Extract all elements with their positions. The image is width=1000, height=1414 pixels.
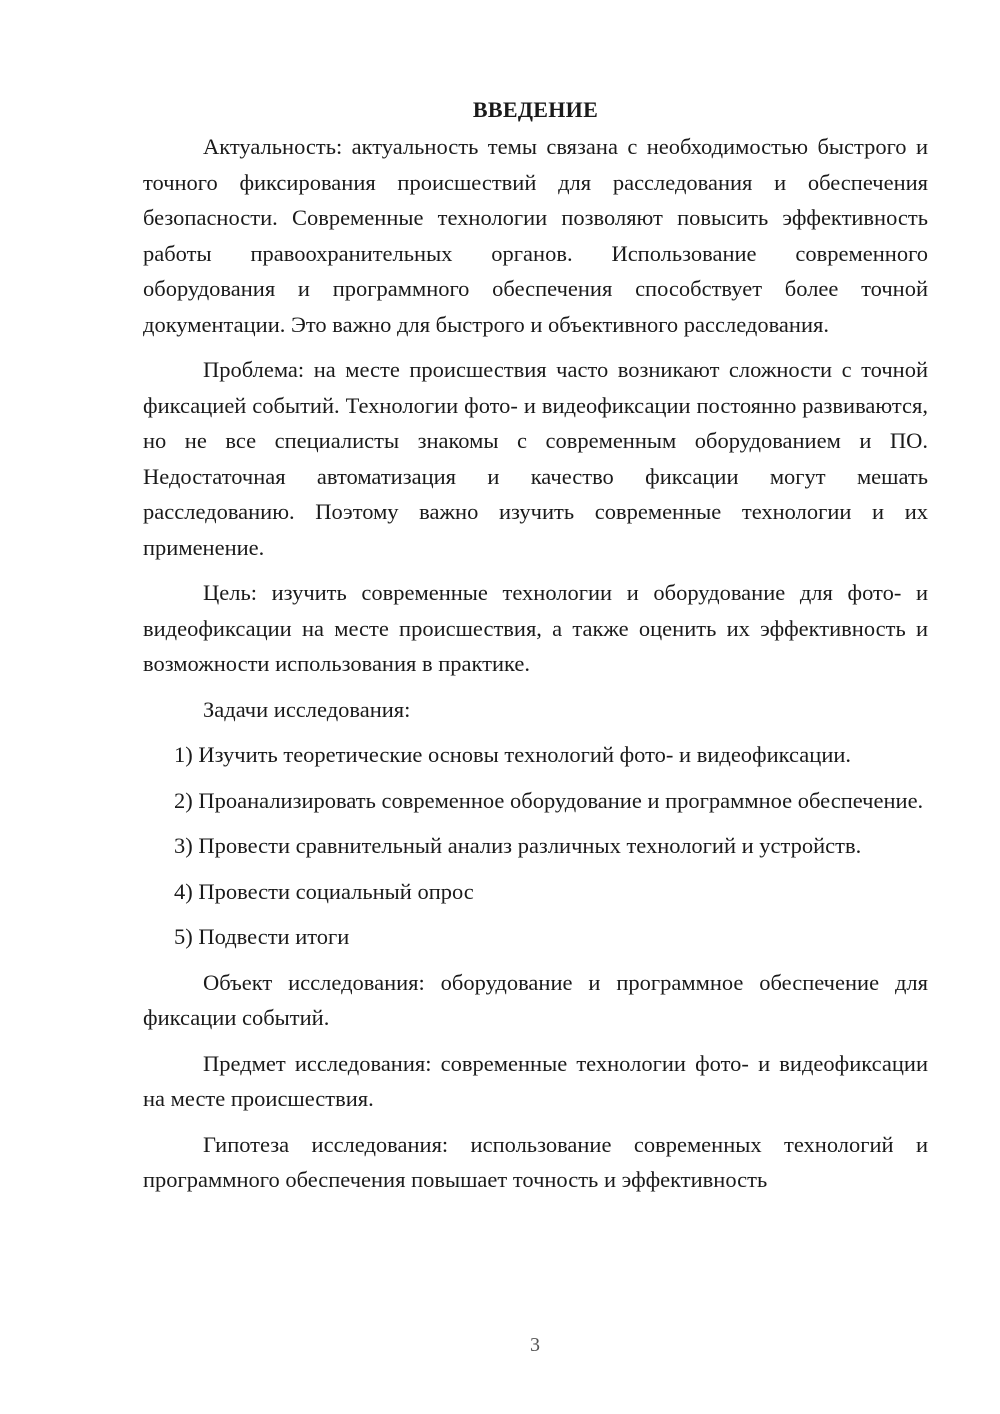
task-item-1: 1) Изучить теоретические основы технологий фото- и видеофиксации. xyxy=(174,742,852,767)
page-number: 3 xyxy=(530,1334,540,1356)
task-item-4: 4) Провести социальный опрос xyxy=(174,878,474,904)
task-item-3: 3) Провести сравнительный анализ различных технологий и устройств. xyxy=(174,833,862,858)
paragraph-hypothesis: Гипотеза исследования: использование современных технологий и программного обеспечения повышает точность и эффективность xyxy=(143,1131,928,1192)
tasks-heading: Задачи исследования: xyxy=(203,696,411,722)
paragraph-goal: Цель: изучить современные технологии и оборудование для фото- и видеофиксации на месте происшествия, а также оценить их эффективность и возможности использования в практике. xyxy=(143,580,928,676)
paragraph-relevance: Актуальность: актуальность темы связана с необходимостью быстрого и точного фиксирования происшествий для расследования и обеспечения безопасности. Современные технологии позволяют повысить эффективность работы правоохранительных органов. Использование современного оборудования и программного обеспечения способствует более точной документации. Это важно для быстрого и объективного расследования. xyxy=(143,134,928,337)
document-page xyxy=(143,95,928,1198)
paragraph-subject: Предмет исследования: современные технологии фото- и видеофиксации на месте происшествия. xyxy=(143,1050,928,1111)
task-item-5: 5) Подвести итоги xyxy=(174,924,350,949)
section-title: ВВЕДЕНИЕ xyxy=(472,97,599,122)
paragraph-problem: Проблема: на месте происшествия часто возникают сложности с точной фиксацией событий. Технологии фото- и видеофиксации постоянно развиваются, но не все специалисты знакомы с современным оборудованием и ПО. Недостаточная автоматизация и качество фиксации могут мешать расследованию. Поэтому важно изучить современные технологии и их применение. xyxy=(143,357,928,560)
paragraph-object: Объект исследования: оборудование и программное обеспечение для фиксации событий. xyxy=(143,969,928,1030)
task-item-2: 2) Проанализировать современное оборудование и программное обеспечение. xyxy=(174,787,924,813)
